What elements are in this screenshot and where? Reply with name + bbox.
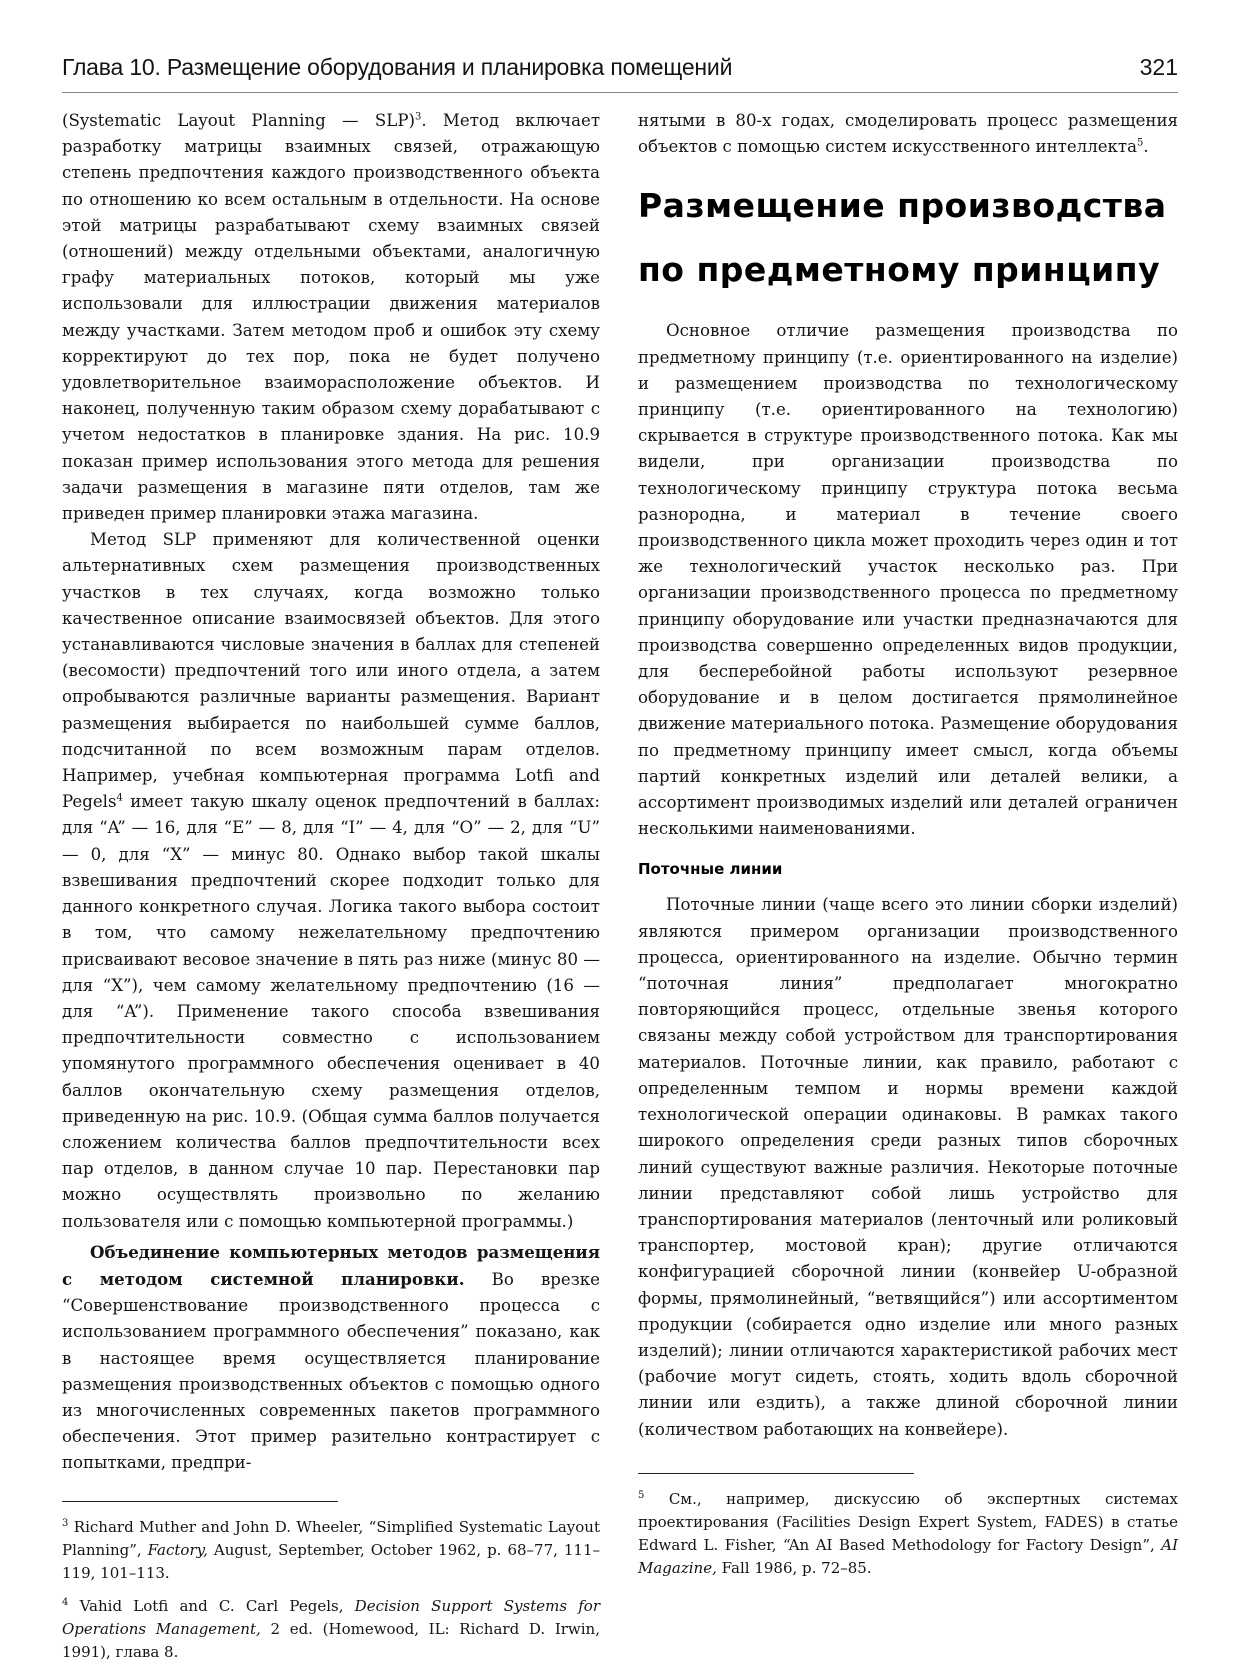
paragraph <box>62 527 600 1234</box>
footnote-5 <box>638 1488 1178 1580</box>
text-run: имеет такую шкалу оценок предпочтений в баллах: для “A” — 16, для “E” — 8, для “I” — 4, для “O” — 2, для “U” — 0, для “X” — минус 80. Однако выбор такой шкалы взвешивания предпочтений скорее подходит только для данного конкретного случая. Логика такого выбора состоит в том, что самому нежелательному предпочтению присваивают весовое значение в пять раз ниже (минус 80 — для “X”), чем самому желательному предпочтению (16 — для “A”). Применение такого способа взвешивания предпочтительности совместно с использованием упомянутого программного обеспечения оценивает в 40 баллов окончательную схему размещения отделов, приведенную на рис. 10.9. (Общая сумма баллов получается сложением количества баллов предпочтительности всех пар отделов, в данном случае 10 пар. Перестановки пар можно осуществлять произвольно по желанию пользователя или с помощью компьютерной программы.) <box>62 792 600 1231</box>
text-run: . Метод включает разработку матрицы взаимных связей, отражающую степень предпочтения каждого производственного объекта по отношению ко всем остальным в отдельности. На основе этой матрицы разрабатывают схему взаимных связей (отношений) между отдельными объектами, аналогичную графу материальных потоков, который мы уже использовали для иллюстрации движения материалов между участками. Затем методом проб и ошибок эту схему корректируют до тех пор, пока не будет получено удовлетворительное взаиморасположение объектов. И наконец, полученную таким образом схему дорабатывают с учетом недостатков в планировке здания. На рис. 10.9 показан пример использования этого метода для решения задачи размещения в магазине пяти отделов, там же приведен пример планировки этажа магазина. <box>62 111 600 524</box>
text-run: . <box>1143 137 1149 157</box>
footnote-ref: 4 <box>116 792 123 804</box>
text-run: Decision Support Systems for Operations Management, <box>62 1596 600 1638</box>
left-column <box>62 108 600 1674</box>
text-run: Метод SLP применяют для количественной оценки альтернативных схем размещения производственных участков в тех случаях, когда возможно только качественное описание взаимосвязей объектов. Для этого устанавливаются числовые значения в баллах для степеней (весомости) предпочтений того или иного отдела, а затем опробываются различные варианты размещения. Вариант размещения выбирается по наибольшей сумме баллов, подсчитанной по всем возможным парам отделов. Например, учебная компьютерная программа Lotfi and Pegels <box>62 530 600 812</box>
footnote-3 <box>62 1516 600 1585</box>
text-run: Richard Muther and John D. Wheeler, “Simplified Systematic Layout Planning”, <box>62 1517 600 1559</box>
text-run: (Systematic Layout Planning — SLP) <box>62 111 415 130</box>
footnote-rule <box>638 1473 914 1474</box>
section-heading: Размещение производства по предметному принципу <box>638 186 1167 290</box>
right-column <box>638 108 1178 1590</box>
running-header <box>62 54 1178 88</box>
paragraph: Основное отличие размещения производства по предметному принципу (т.е. ориентированного на изделие) и размещением производства по технологическому принципу (т.е. ориентированного на технологию) скрывается в структуре производственного потока. Как мы видели, при организации производства по технологическому принципу структура потока весьма разнородна, и материал в течение своего производственного цикла может проходить через один и тот же технологический участок несколько раз. При организации производственного процесса по предметному принципу оборудование или участки предназначаются для производства совершенно определенных видов продукции, для бесперебойной работы используют резервное оборудование и в целом достигается прямолинейное движение материального потока. Размещение оборудования по предметному принципу имеет смысл, когда объемы партий конкретных изделий или деталей велики, а ассортимент производимых изделий или деталей ограничен несколькими наименованиями. <box>638 321 1178 839</box>
text-run: August, September, October 1962, p. 68–77, 111–119, 101–113. <box>62 1540 601 1582</box>
footnote-4 <box>62 1595 600 1664</box>
page-number: 321 <box>1139 54 1178 80</box>
footnote-number: 3 <box>62 1517 69 1529</box>
paragraph <box>62 1239 600 1477</box>
footnote-ref: 3 <box>414 111 422 123</box>
footnote-number: 5 <box>638 1489 645 1501</box>
text-run: См., например, дискуссию об экспертных системах проектирования (Facilities Design Expert System, FADES) в статье Edward L. Fisher, “An AI Based Methodology for Factory Design”, <box>638 1489 1178 1554</box>
header-rule <box>62 92 1178 93</box>
subsection-heading: Поточные линии <box>638 860 783 879</box>
text-run: Fall 1986, p. 72–85. <box>716 1558 872 1577</box>
chapter-title: Глава 10. Размещение оборудования и планировка помещений <box>62 54 733 80</box>
footnote-ref: 5 <box>1137 137 1144 149</box>
text-run: 2 ed. (Homewood, IL: Richard D. Irwin, 1991), глава 8. <box>62 1619 600 1661</box>
run-in-heading: Объединение компьютерных методов размещения с методом системной планировки. <box>62 1241 600 1289</box>
text-run: Vahid Lotfi and C. Carl Pegels, <box>68 1596 355 1615</box>
footnote-rule <box>62 1501 338 1502</box>
paragraph <box>638 108 1178 160</box>
paragraph: Поточные линии (чаще всего это линии сборки изделий) являются примером организации производственного процесса, ориентированного на изделие. Обычно термин “поточная линия” предполагает многократно повторяющийся процесс, отдельные звенья которого связаны между собой устройством для транспортирования материалов. Поточные линии, как правило, работают с определенным темпом и нормы времени каждой технологической операции одинаковы. В рамках такого широкого определения среди разных типов сборочных линий существуют важные различия. Некоторые поточные линии представляют собой лишь устройство для транспортирования материалов (ленточный или роликовый транспортер, мостовой кран); другие отличаются конфигурацией сборочной линии (конвейер U-образной формы, прямолинейный, “ветвящийся”) или ассортиментом продукции (собирается одно изделие или много разных изделий); линии отличаются характеристикой рабочих мест (рабочие могут сидеть, стоять, ходить вдоль сборочной линии или ездить), а также длиной сборочной линии (количеством работающих на конвейере). <box>638 895 1178 1439</box>
footnote-number: 4 <box>62 1596 69 1608</box>
text-run: Во врезке “Совершенствование производственного процесса с использованием программного обеспечения” показано, как в настоящее время осуществляется планирование размещения производственных объектов с помощью одного из многочисленных современных пакетов программного обеспечения. Этот пример разительно контрастирует с попытками, предпри- <box>62 1269 600 1473</box>
text-run: AI Magazine, <box>638 1535 1178 1577</box>
paragraph <box>62 108 600 527</box>
text-run: нятыми в 80-х годах, смоделировать процесс размещения объектов с помощью систем искусственного интеллекта <box>638 111 1178 157</box>
text-run: Factory, <box>147 1540 208 1559</box>
